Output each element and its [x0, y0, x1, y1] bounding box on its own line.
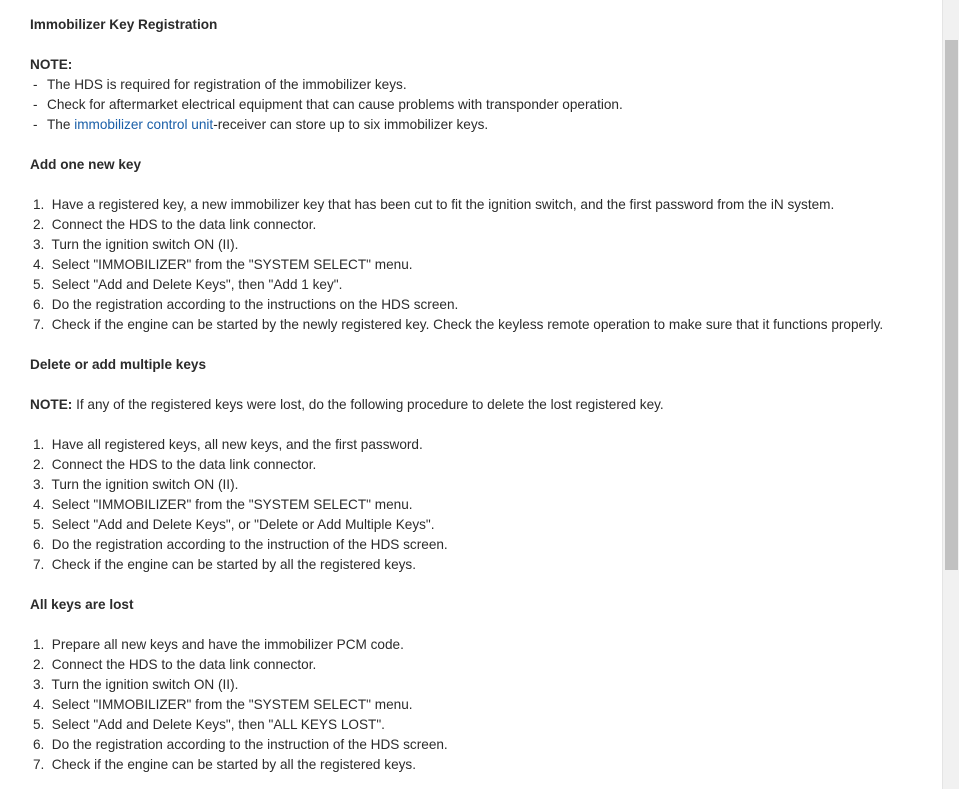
- note-label: NOTE:: [30, 57, 73, 72]
- list-item: 1. Have a registered key, a new immobilizer key that has been cut to fit the ignition switch, and the first password from the iN system.: [33, 197, 835, 212]
- list-item: 4. Select "IMMOBILIZER" from the "SYSTEM SELECT" menu.: [33, 697, 413, 712]
- list-item: 5. Select "Add and Delete Keys", then "Add 1 key".: [33, 277, 343, 292]
- list-item: 7. Check if the engine can be started by all the registered keys.: [33, 557, 416, 572]
- list-item: 4. Select "IMMOBILIZER" from the "SYSTEM SELECT" menu.: [33, 257, 413, 272]
- list-item: 2. Connect the HDS to the data link connector.: [33, 457, 317, 472]
- vertical-scrollbar[interactable]: [942, 0, 959, 789]
- scrollbar-thumb[interactable]: [945, 40, 958, 570]
- list-item: 7. Check if the engine can be started by the newly registered key. Check the keyless remote operation to make sure that it functions properly.: [33, 317, 884, 332]
- section-heading-add-one-key: Add one new key: [30, 157, 142, 172]
- section-heading-all-keys-lost: All keys are lost: [30, 597, 134, 612]
- list-item: 2. Connect the HDS to the data link connector.: [33, 657, 317, 672]
- document-content: [30, 0, 930, 775]
- add-one-key-steps: [30, 195, 930, 335]
- list-item: 1. Prepare all new keys and have the immobilizer PCM code.: [33, 637, 404, 652]
- list-item: 2. Connect the HDS to the data link connector.: [33, 217, 317, 232]
- multiple-keys-steps: [30, 435, 930, 575]
- list-item: 3. Turn the ignition switch ON (II).: [33, 677, 239, 692]
- list-item: 6. Do the registration according to the instructions on the HDS screen.: [33, 297, 459, 312]
- page-title: Immobilizer Key Registration: [30, 17, 218, 32]
- list-item: 6. Do the registration according to the instruction of the HDS screen.: [33, 537, 448, 552]
- multiple-keys-note: NOTE: If any of the registered keys were lost, do the following procedure to delete the lost registered key.: [30, 397, 664, 412]
- note-item: - The immobilizer control unit-receiver can store up to six immobilizer keys.: [33, 117, 489, 132]
- note-item: - The HDS is required for registration of the immobilizer keys.: [33, 77, 407, 92]
- list-item: 1. Have all registered keys, all new keys, and the first password.: [33, 437, 423, 452]
- list-item: 4. Select "IMMOBILIZER" from the "SYSTEM SELECT" menu.: [33, 497, 413, 512]
- list-item: 3. Turn the ignition switch ON (II).: [33, 477, 239, 492]
- immobilizer-control-unit-link[interactable]: immobilizer control unit: [74, 117, 214, 132]
- all-keys-lost-steps: [30, 635, 930, 775]
- list-item: 5. Select "Add and Delete Keys", or "Delete or Add Multiple Keys".: [33, 517, 435, 532]
- note-list: [30, 75, 930, 135]
- section-heading-multiple-keys: Delete or add multiple keys: [30, 357, 207, 372]
- list-item: 3. Turn the ignition switch ON (II).: [33, 237, 239, 252]
- list-item: 6. Do the registration according to the instruction of the HDS screen.: [33, 737, 448, 752]
- list-item: 5. Select "Add and Delete Keys", then "ALL KEYS LOST".: [33, 717, 385, 732]
- list-item: 7. Check if the engine can be started by all the registered keys.: [33, 757, 416, 772]
- note-item: - Check for aftermarket electrical equipment that can cause problems with transponder operation.: [33, 97, 623, 112]
